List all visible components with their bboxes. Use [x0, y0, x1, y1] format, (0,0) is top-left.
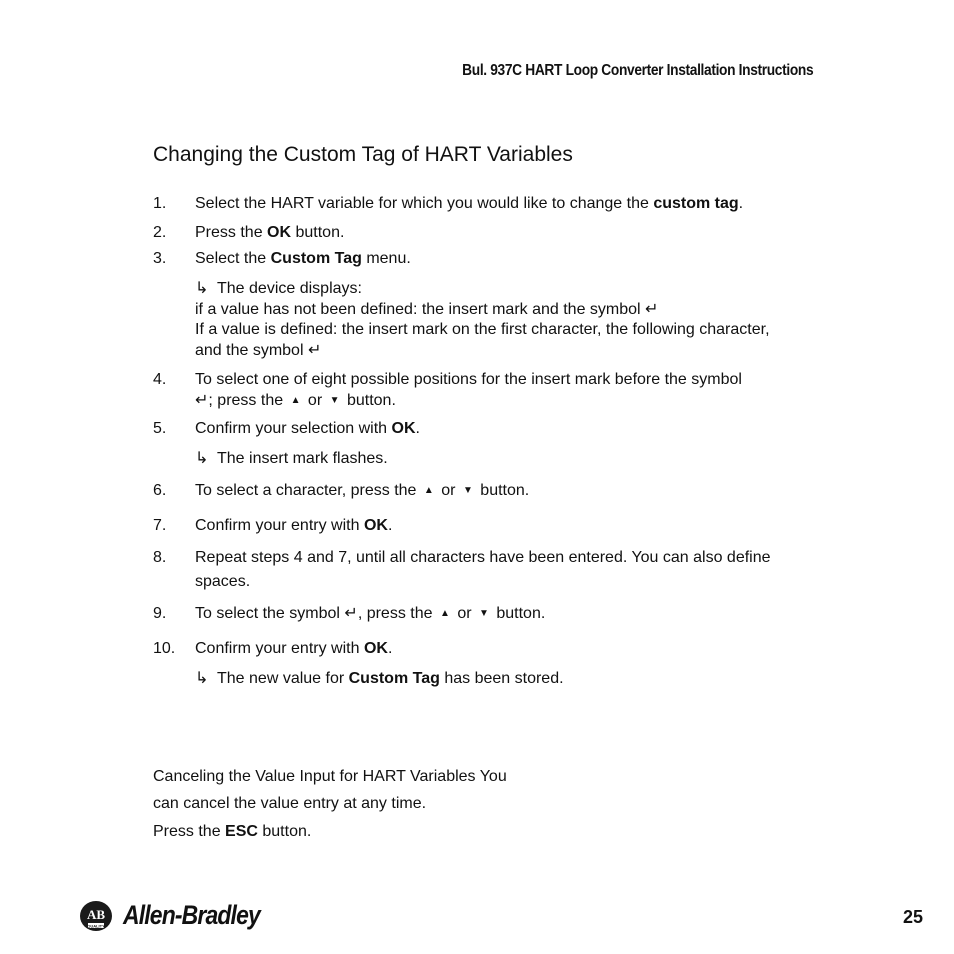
svg-text:QUALITY: QUALITY — [87, 923, 105, 929]
result-arrow-icon: ↳ — [195, 450, 209, 467]
result-arrow-icon: ↳ — [195, 670, 209, 687]
step-number: 9. — [153, 605, 167, 622]
step-text: Select the HART variable for which you would like to change the custom tag. — [195, 195, 744, 212]
up-arrow-icon: ▲ — [423, 485, 434, 496]
result-text: If a value is defined: the insert mark on the first character, the following character, — [195, 321, 770, 338]
result-text: ↳ The insert mark flashes. — [195, 450, 388, 467]
ab-logo-icon — [79, 899, 115, 940]
up-arrow-icon: ▲ — [290, 395, 301, 406]
step-text: To select one of eight possible positions for the insert mark before the symbol — [195, 371, 742, 388]
down-arrow-icon: ▼ — [462, 485, 473, 496]
section-title: Changing the Custom Tag of HART Variables — [153, 143, 573, 166]
result-text: ↳ The device displays: — [195, 280, 362, 297]
step-text: Repeat steps 4 and 7, until all characters have been entered. You can also define — [195, 549, 771, 566]
enter-symbol-icon: ↵ — [344, 605, 358, 622]
down-arrow-icon: ▼ — [479, 608, 489, 619]
result-text: ↳ The new value for Custom Tag has been stored. — [195, 670, 564, 687]
step-number: 5. — [153, 420, 167, 437]
result-text: if a value has not been defined: the insert mark and the symbol ↵ — [195, 301, 659, 318]
up-arrow-icon: ▲ — [439, 608, 450, 619]
cancel-paragraph: Press the ESC button. — [153, 823, 312, 840]
page-number: 25 — [902, 907, 923, 927]
step-text: ↵; press the ▲ or ▼ button. — [195, 392, 396, 409]
down-arrow-icon: ▼ — [329, 395, 340, 406]
step-text: Confirm your entry with OK. — [195, 517, 393, 534]
step-text: Confirm your selection with OK. — [195, 420, 420, 437]
step-text: Select the Custom Tag menu. — [195, 250, 411, 267]
step-number: 1. — [153, 195, 167, 212]
step-number: 2. — [153, 224, 167, 241]
running-header: Bul. 937C HART Loop Converter Installation Instructions — [461, 62, 813, 79]
step-number: 3. — [153, 250, 167, 267]
svg-text:AB: AB — [86, 907, 106, 922]
step-text: Confirm your entry with OK. — [195, 640, 393, 657]
step-number: 6. — [153, 482, 167, 499]
result-arrow-icon: ↳ — [195, 280, 209, 297]
step-number: 7. — [153, 517, 167, 534]
step-text: Press the OK button. — [195, 224, 345, 241]
step-number: 4. — [153, 371, 167, 388]
step-text: To select a character, press the ▲ or ▼ button. — [195, 482, 530, 499]
cancel-paragraph: Canceling the Value Input for HART Variables You — [153, 768, 507, 785]
cancel-paragraph: can cancel the value entry at any time. — [153, 795, 427, 812]
step-text: spaces. — [195, 573, 251, 590]
enter-symbol-icon: ↵ — [195, 392, 209, 409]
step-text: To select the symbol ↵, press the ▲ or ▼ button. — [195, 605, 546, 622]
brand-name: Allen-Bradley — [123, 900, 260, 930]
result-text: and the symbol ↵ — [195, 342, 322, 359]
step-number: 10. — [153, 640, 176, 657]
step-number: 8. — [153, 549, 167, 566]
